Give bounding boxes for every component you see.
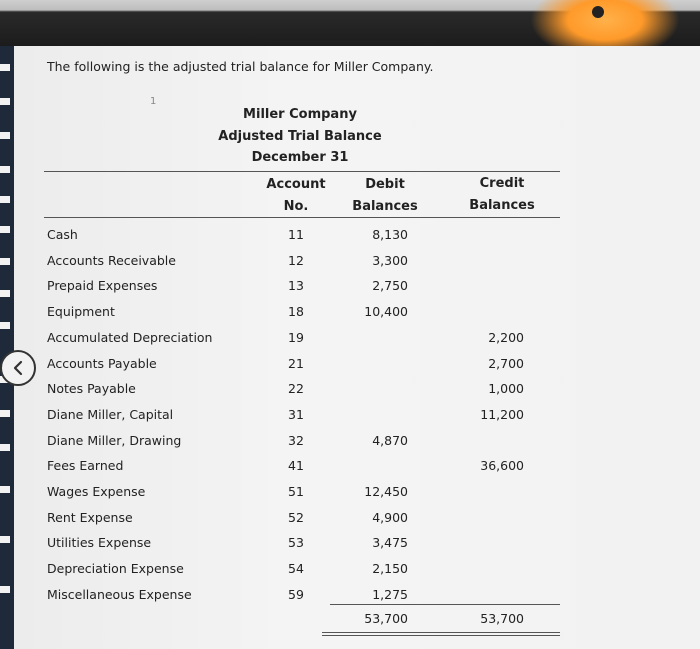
table-row xyxy=(0,278,700,298)
account-number: 22 xyxy=(288,381,304,397)
intro-text: The following is the adjusted trial balance for Miller Company. xyxy=(47,59,434,74)
account-number: 53 xyxy=(288,535,304,551)
account-name: Depreciation Expense xyxy=(47,561,184,577)
account-number: 51 xyxy=(288,484,304,499)
col-credit-line2: Balances xyxy=(469,198,535,213)
table-row xyxy=(0,381,700,401)
company-name: Miller Company xyxy=(243,107,357,122)
account-number: 11 xyxy=(288,227,304,242)
table-row xyxy=(0,356,700,376)
account-name: Accumulated Depreciation xyxy=(47,329,213,345)
account-name: Utilities Expense xyxy=(47,535,152,551)
credit-balance: 2,700 xyxy=(488,355,524,371)
table-row xyxy=(0,227,700,247)
credit-balance: 2,200 xyxy=(488,329,524,345)
account-number: 13 xyxy=(288,278,304,294)
account-number: 21 xyxy=(288,355,304,371)
back-button[interactable] xyxy=(0,350,36,386)
account-name: Diane Miller, Drawing xyxy=(47,432,182,448)
account-name: Prepaid Expenses xyxy=(47,278,158,294)
col-account-no-line1: Account xyxy=(266,177,326,192)
table-row xyxy=(0,458,700,478)
table-row xyxy=(0,484,700,504)
col-account-no-line2: No. xyxy=(283,199,309,214)
debit-balance: 8,130 xyxy=(372,227,408,242)
handwritten-mark: 1 xyxy=(150,96,157,107)
header-top-rule xyxy=(44,171,560,172)
table-row xyxy=(0,253,700,273)
header-bottom-rule xyxy=(44,217,560,218)
account-name: Equipment xyxy=(47,304,115,320)
account-name: Fees Earned xyxy=(47,458,124,474)
account-number: 18 xyxy=(288,304,304,320)
debit-balance: 4,900 xyxy=(372,509,408,525)
debit-balance: 1,275 xyxy=(372,586,408,602)
debit-balance: 4,870 xyxy=(372,432,408,448)
account-number: 59 xyxy=(288,586,304,602)
credit-balance: 36,600 xyxy=(480,458,524,474)
table-row xyxy=(0,304,700,324)
account-name: Notes Payable xyxy=(47,381,136,397)
report-title: Adjusted Trial Balance xyxy=(218,129,382,144)
table-row xyxy=(0,330,700,350)
total-credit: 53,700 xyxy=(480,611,524,626)
account-name: Diane Miller, Capital xyxy=(47,406,174,422)
table-row xyxy=(0,407,700,427)
total-double-rule-1 xyxy=(322,632,560,633)
account-number: 32 xyxy=(288,432,304,448)
table-row xyxy=(0,510,700,530)
debit-balance: 10,400 xyxy=(364,304,408,320)
credit-balance: 11,200 xyxy=(480,406,524,422)
account-number: 52 xyxy=(288,509,304,525)
account-name: Miscellaneous Expense xyxy=(47,586,192,602)
col-debit-line1: Debit xyxy=(365,177,405,192)
debit-balance: 12,450 xyxy=(364,484,408,499)
account-number: 19 xyxy=(288,329,304,345)
col-debit-line2: Balances xyxy=(352,199,418,214)
account-number: 41 xyxy=(288,458,304,474)
account-name: Wages Expense xyxy=(47,484,146,499)
chevron-left-icon xyxy=(10,360,26,376)
camera-glare-dot xyxy=(592,6,604,18)
total-rule xyxy=(330,604,560,605)
table-row xyxy=(0,561,700,581)
account-name: Rent Expense xyxy=(47,509,133,525)
total-double-rule-2 xyxy=(322,635,560,636)
account-name: Accounts Payable xyxy=(47,355,157,371)
account-number: 54 xyxy=(288,561,304,577)
debit-balance: 2,750 xyxy=(372,278,408,294)
col-credit-line1: Credit xyxy=(479,176,525,191)
table-row xyxy=(0,433,700,453)
total-debit: 53,700 xyxy=(364,611,408,626)
debit-balance: 2,150 xyxy=(372,561,408,577)
debit-balance: 3,300 xyxy=(372,252,408,268)
account-name: Accounts Receivable xyxy=(47,252,176,268)
account-number: 31 xyxy=(288,406,304,422)
account-number: 12 xyxy=(288,252,304,268)
report-date: December 31 xyxy=(251,150,349,165)
account-name: Cash xyxy=(47,227,78,242)
table-row xyxy=(0,535,700,555)
credit-balance: 1,000 xyxy=(488,381,524,397)
debit-balance: 3,475 xyxy=(372,535,408,551)
